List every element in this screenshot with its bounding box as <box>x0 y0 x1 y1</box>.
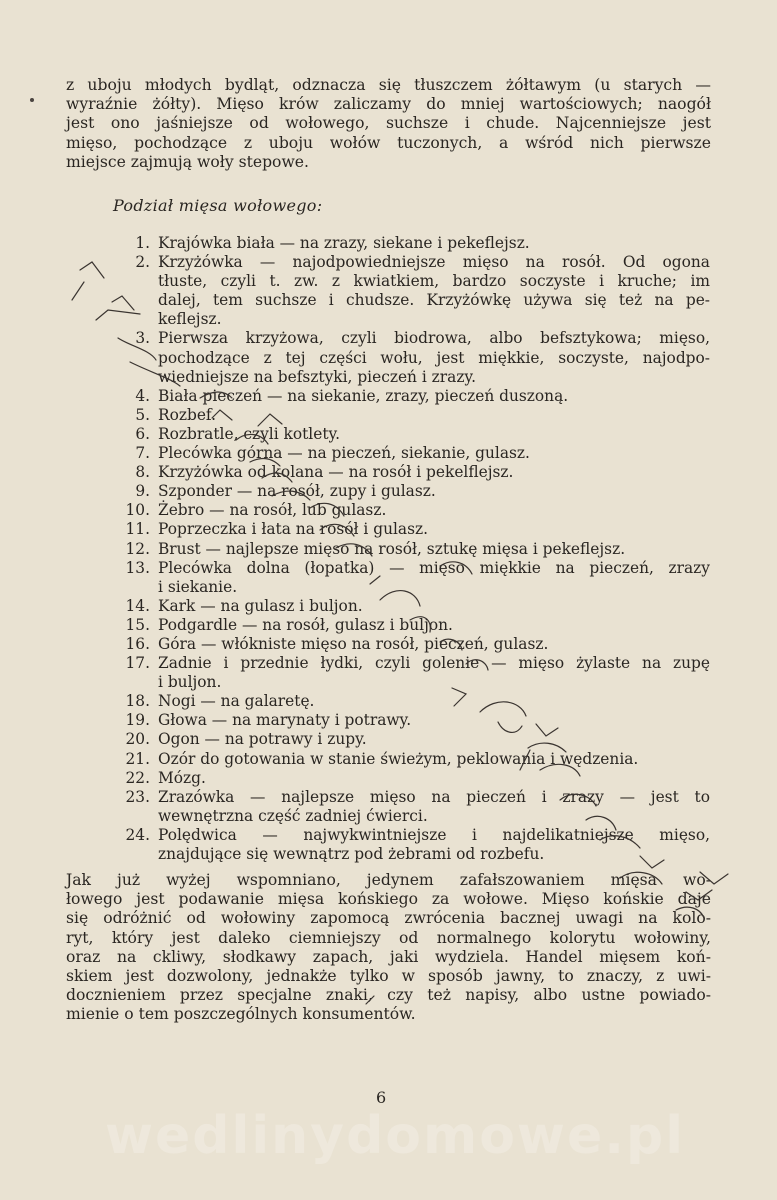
pencil-mark <box>540 764 580 776</box>
text-line: skiem jest dozwolony, jednakże tylko w sposób jawny, to znaczy, z uwi- <box>66 967 711 986</box>
text-line: jest ono jaśniejsze od wołowego, suchsze i chude. Najcenniejsze jest <box>66 114 711 133</box>
list-item-number: 12. <box>125 539 150 558</box>
list-item-number: 24. <box>125 825 150 844</box>
text-line: znajdujące się wewnątrz pod żebrami od rozbefu. <box>158 845 545 863</box>
list-item-number: 3. <box>135 329 150 348</box>
pencil-mark <box>440 562 472 574</box>
pencil-mark <box>130 362 180 386</box>
text-line: Krajówka biała — na zrazy, siekane i pekeflejsz. <box>158 234 530 252</box>
text-line: Biała pieczeń — na siekanie, zrazy, pieczeń duszoną. <box>158 386 569 405</box>
text-line: Poprzeczka i łata na rosół i gulasz. <box>158 520 429 539</box>
text-line: i buljon. <box>158 673 222 692</box>
pencil-mark <box>80 262 104 278</box>
pencil-mark <box>212 410 232 420</box>
text-line: keflejsz. <box>158 310 222 329</box>
text-line: Ozór do gotowania w stanie świeżym, peklowania i wędzenia. <box>158 749 639 768</box>
pencil-mark <box>520 750 530 770</box>
pencil-mark <box>200 392 232 398</box>
text-line: Polędwica — najwykwintniejsze i najdelikatniejsze mięso, <box>158 825 710 844</box>
pencil-mark <box>320 524 354 536</box>
text-line: oraz na ckliwy, słodkawy zapach, jaki wydziela. Handel mięsem koń- <box>66 947 711 966</box>
list-item-number: 21. <box>125 749 150 768</box>
text-line: się odróżnić od wołowiny zapomocą zwrócenia bacznej uwagi na kolo- <box>66 909 711 928</box>
text-line: docznieniem przez specjalne znaki, czy też napisy, albo ustne powiado- <box>66 986 711 1005</box>
text-line: tłuste, czyli t. zw. z kwiatkiem, bardzo soczyste i kruche; im <box>158 272 710 291</box>
pencil-mark <box>640 856 664 868</box>
text-line: mięso, pochodzące z uboju wołów tuczonych, a wśród nich pierwsze <box>66 133 711 152</box>
text-line: Plecówka dolna (łopatka) — mięso miękkie na pieczeń, zrazy <box>158 558 710 577</box>
list-item-number: 13. <box>125 558 150 577</box>
text-line: i siekanie. <box>158 577 238 596</box>
pencil-mark <box>112 296 134 310</box>
text-line: Góra — włókniste mięso na rosół, pieczeń, gulasz. <box>158 634 549 653</box>
list-item-number: 19. <box>125 711 150 730</box>
text-line: z uboju młodych bydląt, odznacza się tłuszczem żółtawym (u starych — <box>66 76 711 94</box>
text-line: Krzyżówka — najodpowiedniejsze mięso na rosół. Od ogona <box>158 253 710 272</box>
pencil-mark <box>452 688 466 706</box>
pencil-mark <box>600 836 640 848</box>
list-item-number: 1. <box>135 234 150 252</box>
list-item-number: 15. <box>125 615 150 634</box>
text-line: mienie o tem poszczególnych konsumentów. <box>66 1005 416 1024</box>
text-line: Jak już wyżej wspomniano, jedynem zafałszowaniem mięsa wo- <box>66 871 711 889</box>
pencil-mark <box>536 724 558 736</box>
list-item-number: 8. <box>135 463 150 482</box>
text-line: Szponder — na rosół, zupy i gulasz. <box>158 482 436 501</box>
page-number: 6 <box>376 1088 387 1107</box>
pencil-mark <box>310 503 344 516</box>
list-item-number: 5. <box>135 405 150 424</box>
text-line: łowego jest podawanie mięsa końskiego za wołowe. Mięso końskie daje <box>66 890 711 909</box>
text-line: Brust — najlepsze mięso na rosół, sztukę mięsa i pekeflejsz. <box>158 539 626 558</box>
text-line: Mózg. <box>158 768 206 787</box>
pencil-mark <box>72 282 84 300</box>
pencil-mark <box>258 414 282 426</box>
pencil-mark <box>700 872 728 884</box>
pencil-mark <box>466 660 488 670</box>
text-line: Zadnie i przednie łydki, czyli golenie — mięso żylaste na zupę <box>158 654 710 673</box>
pencil-mark <box>686 890 712 900</box>
watermark: wedlinydomowe.pl <box>104 1106 686 1166</box>
pencil-mark <box>498 722 522 732</box>
list-item-number: 6. <box>135 424 150 443</box>
text-line: Rozbratle, czyli kotlety. <box>158 424 341 443</box>
pencil-mark <box>236 434 268 444</box>
text-line: wewnętrzna część zadniej ćwierci. <box>158 806 428 825</box>
text-line: Podgardle — na rosół, gulasz i buljon. <box>158 615 453 634</box>
text-line: Pierwsza krzyżowa, czyli biodrowa, albo befsztykowa; mięso, <box>158 329 710 348</box>
pencil-mark <box>262 473 292 482</box>
text-line: wyraźnie żółty). Mięso krów zaliczamy do mniej wartościowych; naogół <box>66 95 711 114</box>
pencil-mark <box>676 907 704 918</box>
text-line: Rozbef. <box>158 405 216 424</box>
pencil-mark <box>620 872 662 884</box>
text-line: dalej, tem suchsze i chudsze. Krzyżówkę używa się też na pe- <box>158 291 710 310</box>
list-item-number: 23. <box>125 787 150 806</box>
pencil-mark <box>272 491 310 500</box>
list-item-number: 11. <box>125 520 150 539</box>
text-line: ryt, który jest daleko ciemniejszy od normalnego kolorytu wołowiny, <box>66 928 711 947</box>
text-line: Plecówka górna — na pieczeń, siekanie, gulasz. <box>158 444 530 463</box>
pencil-mark <box>586 816 616 830</box>
pencil-mark <box>440 639 462 650</box>
pencil-mark <box>366 996 374 1004</box>
list-item-number: 14. <box>125 596 150 615</box>
text-line: Kark — na gulasz i buljon. <box>158 596 363 615</box>
list-item-number: 4. <box>135 386 150 405</box>
pencil-mark <box>370 576 380 584</box>
list-item-number: 22. <box>125 768 150 787</box>
text-line: pochodzące z tej części wołu, jest miękkie, soczyste, najodpo- <box>158 348 710 367</box>
list-item-number: 20. <box>125 730 150 749</box>
pencil-mark <box>528 743 566 752</box>
pencil-mark <box>336 544 372 556</box>
section-heading: Podział mięsa wołowego: <box>113 196 323 215</box>
pencil-mark <box>480 702 526 716</box>
pencil-mark <box>118 338 156 360</box>
text-line: Żebro — na rosół, lub gulasz. <box>158 501 387 520</box>
list-item-number: 9. <box>135 482 150 501</box>
text-line: Zrazówka — najlepsze mięso na pieczeń i zrazy — jest to <box>158 787 710 806</box>
list-item-number: 16. <box>125 634 150 653</box>
list-item-number: 18. <box>125 692 150 711</box>
list-item-number: 17. <box>125 654 150 673</box>
text-line: Nogi — na galaretę. <box>158 692 315 711</box>
text-line: wiedniejsze na befsztyki, pieczeń i zrazy. <box>158 367 476 386</box>
pencil-mark <box>96 310 140 320</box>
list-item-number: 10. <box>125 501 150 520</box>
pencil-mark <box>560 794 596 806</box>
text-line: Krzyżówka od kolana — na rosół i pekelflejsz. <box>158 463 514 482</box>
text-line: miejsce zajmują woły stepowe. <box>66 152 309 171</box>
text-line: Ogon — na potrawy i zupy. <box>158 730 367 749</box>
text-line: Głowa — na marynaty i potrawy. <box>158 711 412 730</box>
pencil-mark <box>380 591 420 606</box>
list-item-number: 7. <box>135 444 150 463</box>
pencil-mark <box>250 459 280 466</box>
pencil-mark <box>410 617 430 632</box>
list-item-number: 2. <box>135 253 150 272</box>
